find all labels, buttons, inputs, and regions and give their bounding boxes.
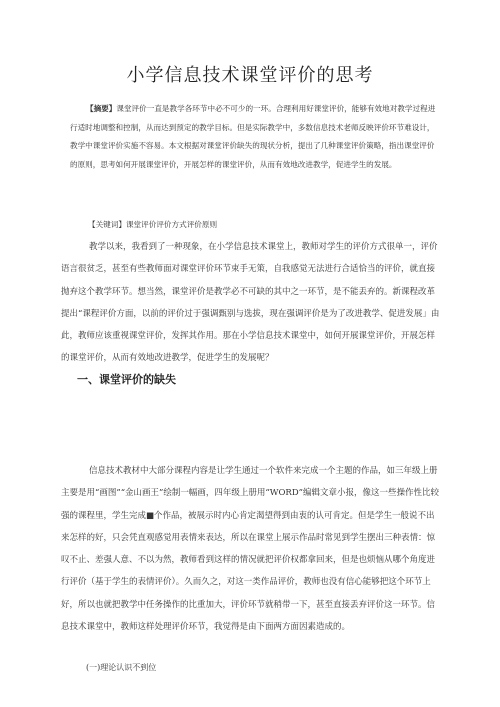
body-paragraph: 信息技术教材中大部分课程内容是让学生通过一个软件来完成一个主题的作品，如三年级上册主要是用“画图”“金山画王”绘制一幅画，四年级上册用“WORD”编辑文章小报，像这一些操作性比较强的课程里，学生完成■个作品，被展示时内心肯定渴望得到由衷的认可肯定。但是学生一般说不出来怎样的好，只会凭直观感觉用表情来表达，所以在课堂上展示作品时常见到学生摆出三种表情：惊叹不止、差强人意、不以为然，教师看到这样的情况就把评价权都拿回来，但是也烦恼从哪个角度进行评价（基于学生的表情评价）。久而久之，对这一类作品评价，教师也没有信心能够把这个环节上好，所以也就把教学中任务操作的比重加大，评价环节就稍带一下，甚至直接丢弃评价这一环节。信息技术课堂中，教师这样处理评价环节，我觉得是由下面两方面因素造成的。 — [61, 466, 439, 633]
abstract-text: 课堂评价一直是教学各环节中必不可少的一环。合理利用好课堂评价，能够有效地对教学过程进行适时地调整和控制，从而达到预定的教学目标。但是实际教学中，多数信息技术老师反映评价环节难设计，教学中课堂评价实施不容易。本文根据对课堂评价缺失的现状分析，提出了几种课堂评价策略，指出课堂评价的原则，思考如何开展课堂评价，开展怎样的课堂评价，从而有效地改进教学，促进学生的发展。 — [70, 104, 436, 169]
body-paragraph: 教学以来，我看到了一种现象，在小学信息技术课堂上，教师对学生的评价方式很单一，评价语言很贫乏，甚至有些教师面对课堂评价环节束手无策，自我感觉无法进行合适恰当的评价，就直接抛弃这个教学环节。想当然，课堂评价是教学必不可缺的其中之一环节，是不能丢弃的。新课程改革提出“课程评价方面，以前的评价过于强调甄别与选拔，现在强调评价是为了改进教学、促进发展」由此，教师应该重视课堂评价，发挥其作用。那在小学信息技术课堂中，如何开展课堂评价，开展怎样的课堂评价，从而有效地改进教学，促进学生的发展呢？ — [61, 242, 440, 364]
document-title: 小学信息技术课堂评价的思考 — [126, 65, 374, 86]
keywords-line: 【关键词】课堂评价评价方式评价原则 — [88, 220, 218, 229]
abstract-tag: 【摘要】 — [86, 104, 117, 113]
section-heading: 一、课堂评价的缺失 — [77, 373, 176, 386]
subheading: (一)理论认识不到位 — [86, 663, 157, 672]
abstract-paragraph — [70, 100, 436, 174]
